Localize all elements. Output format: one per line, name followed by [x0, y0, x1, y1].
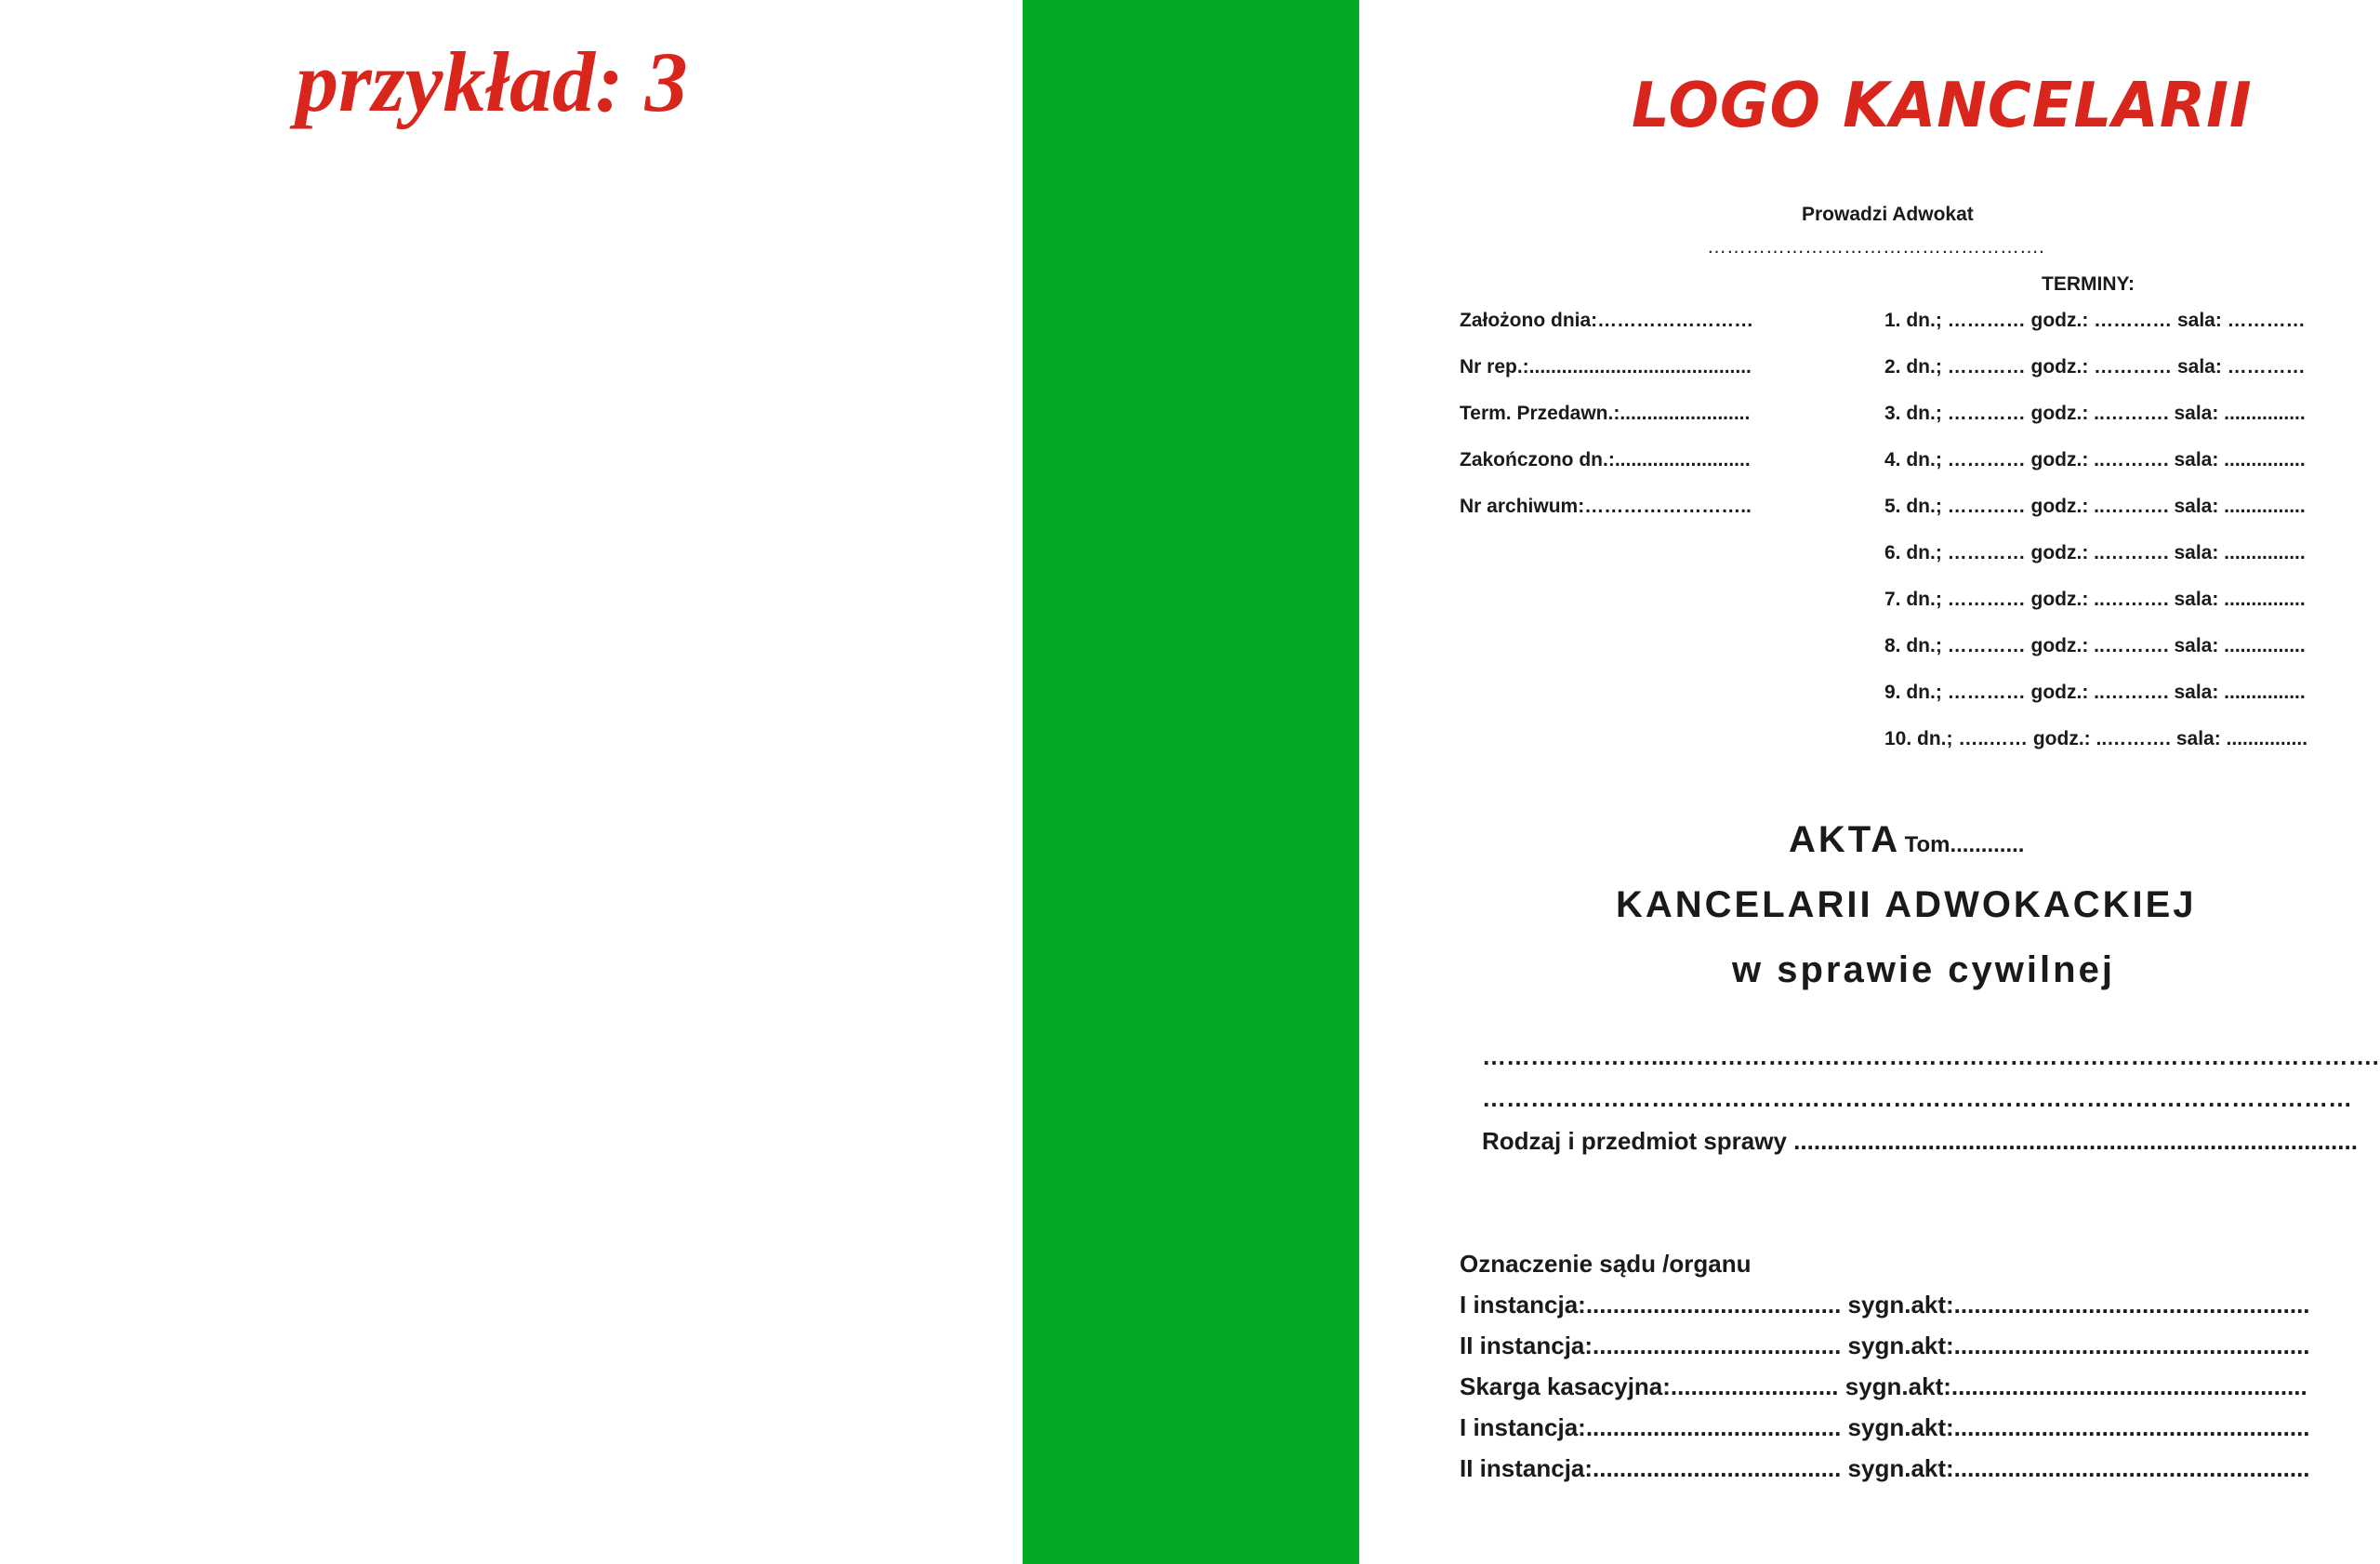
term-row: 6. dn.; ………… godz.: ..………. sala: ............... [1884, 542, 2306, 563]
akta-word: AKTA [1789, 819, 1901, 860]
case-type-field: Rodzaj i przedmiot sprawy .................................................................................... [1482, 1127, 2358, 1155]
term-row: 7. dn.; ………… godz.: ..………. sala: ............... [1884, 589, 2306, 610]
example-label: przykład: 3 [296, 34, 688, 129]
limitation-term-field: Term. Przedawn.:........................ [1460, 403, 1751, 424]
archive-number-field: Nr archiwum:…………………….. [1460, 496, 1752, 517]
court-row: I instancja:...................................... sygn.akt:..................................................... [1460, 1413, 2310, 1441]
court-row: I instancja:...................................... sygn.akt:..................................................... [1460, 1291, 2310, 1319]
led-by-dots: ……………………………………………. [1707, 236, 2044, 258]
led-by-label: Prowadzi Adwokat [1802, 204, 1974, 225]
term-row: 4. dn.; ………… godz.: ..………. sala: ............... [1884, 449, 2306, 471]
closed-date-field: Zakończono dn.:......................... [1460, 449, 1751, 471]
case-type-line: w sprawie cywilnej [1732, 949, 2115, 990]
court-row: Skarga kasacyjna:......................... sygn.akt:..................................................... [1460, 1372, 2307, 1400]
term-row: 1. dn.; ………… godz.: ………… sala: ………… [1884, 310, 2306, 331]
folder-spine [1023, 0, 1359, 1564]
court-row: II instancja:..................................... sygn.akt:..................................................... [1460, 1332, 2310, 1359]
tom-field: Tom............ [1904, 832, 2025, 857]
court-heading: Oznaczenie sądu /organu [1460, 1250, 1752, 1278]
case-dots-line-2: ……………………………………………………………………………………………… [1482, 1084, 2352, 1112]
court-row: II instancja:..................................... sygn.akt:..................................................... [1460, 1454, 2310, 1482]
term-row: 3. dn.; ………… godz.: ..………. sala: ............... [1884, 403, 2306, 424]
law-office-logo: LOGO KANCELARII [1632, 70, 2253, 142]
office-name-line: KANCELARII ADWOKACKIEJ [1616, 884, 2197, 925]
founded-date-field: Założono dnia:…………………… [1460, 310, 1754, 331]
term-row: 10. dn.; …..…… godz.: ..………. sala: ............... [1884, 728, 2308, 749]
term-row: 9. dn.; ………… godz.: ..………. sala: ............... [1884, 682, 2306, 703]
case-dots-line-1: …………………...……………………………………………………………………………. [1482, 1042, 2379, 1070]
terms-title: TERMINY: [2042, 273, 2135, 295]
akta-title [1789, 821, 2024, 858]
term-row: 5. dn.; ………… godz.: ..………. sala: ............... [1884, 496, 2306, 517]
rep-number-field: Nr rep.:......................................... [1460, 356, 1752, 378]
term-row: 8. dn.; ………… godz.: ..………. sala: ............... [1884, 635, 2306, 656]
term-row: 2. dn.; ………… godz.: ………… sala: ………… [1884, 356, 2306, 378]
